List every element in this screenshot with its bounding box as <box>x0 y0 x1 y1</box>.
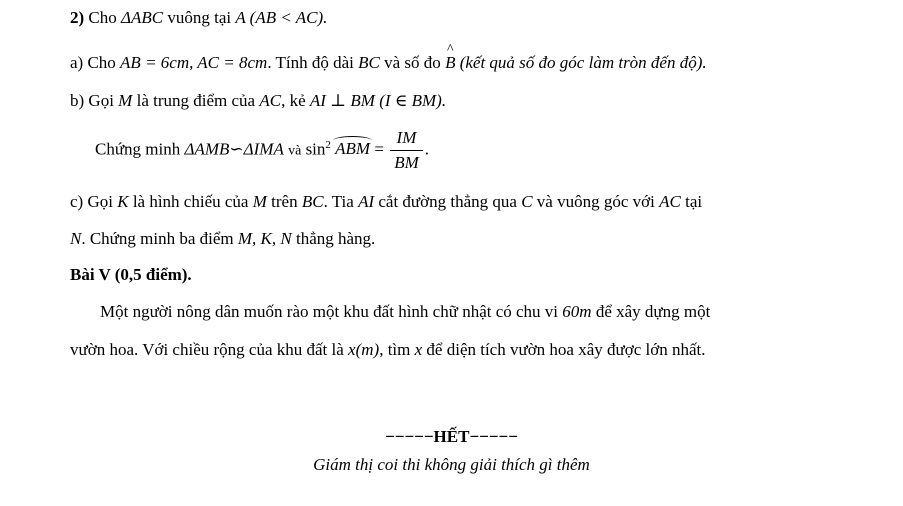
angle-abm: ABM <box>335 139 371 159</box>
rounding-note: (kết quả số đo góc làm tròn đến độ). <box>459 53 707 72</box>
bai5-line1 <box>100 302 710 322</box>
ray-ai: AI <box>358 192 375 211</box>
part-c-text6: tại <box>685 192 703 211</box>
part-b-line2 <box>95 128 429 173</box>
part-b-end: . <box>424 139 429 159</box>
part-a-given: AB = 6cm, AC = 8cm <box>120 53 268 72</box>
intro-text-2: vuông tại <box>167 8 232 27</box>
prove-label: Chứng minh <box>95 139 181 159</box>
perpendicular-condition: AI ⊥ BM (I ∈ BM). <box>309 91 447 110</box>
part-c-text2: trên <box>271 192 298 211</box>
intro-text: Cho <box>88 8 117 27</box>
part-c-line2 <box>70 229 375 249</box>
problem2-intro <box>70 8 327 28</box>
fraction-denominator: BM <box>394 153 419 172</box>
problem-number: 2) <box>70 8 85 27</box>
segment-bc-c: BC <box>301 192 324 211</box>
part-a <box>70 53 707 73</box>
point-c: C <box>521 192 533 211</box>
perimeter-value: 60m <box>562 302 592 321</box>
triangle-abc: ΔABC <box>121 8 164 27</box>
bai5-title: Bài V (0,5 điểm). <box>70 265 192 284</box>
bai5-line2 <box>70 340 706 360</box>
part-a-text1: . Tính độ dài <box>267 53 354 72</box>
part-c-text1: là hình chiếu của <box>132 192 249 211</box>
part-b-text1: là trung điểm của <box>136 91 256 110</box>
right-angle-condition: A (AB < AC). <box>235 8 328 27</box>
similar-triangles: ΔAMB∽ΔIMA <box>184 139 284 159</box>
part-c-label: c) Gọi <box>70 192 113 211</box>
point-n: N <box>70 229 82 248</box>
part-c-text5: và vuông góc với <box>536 192 655 211</box>
part-b-line1 <box>70 91 446 111</box>
part-a-label: a) Cho <box>70 53 116 72</box>
part-c-text3: . Tia <box>323 192 354 211</box>
segment-ac-c: AC <box>659 192 681 211</box>
sin-power: 2 <box>325 138 331 151</box>
proctor-note: Giám thị coi thi không giải thích gì thêm <box>313 455 590 474</box>
width-variable: x(m) <box>348 340 380 359</box>
bai5-text3: vườn hoa. Với chiều rộng của khu đất là <box>70 340 344 359</box>
point-m: M <box>118 91 133 110</box>
bai5-text1: Một người nông dân muốn rào một khu đất hình chữ nhật có chu vi <box>100 302 559 321</box>
part-b-text2: , kẻ <box>281 91 306 110</box>
equals-sign: = <box>374 139 384 159</box>
segment-bc: BC <box>358 53 380 72</box>
fraction-im-bm <box>390 128 423 173</box>
fraction-numerator: IM <box>390 128 423 151</box>
part-c-line2-text: . Chứng minh ba điểm <box>81 229 234 248</box>
end-marker: −−−−−HẾT−−−−− <box>385 427 518 446</box>
part-a-text2: và số đo <box>384 53 441 72</box>
part-c-line2-end: thẳng hàng. <box>295 229 376 248</box>
point-k: K <box>117 192 129 211</box>
points-mkn: M, K, N <box>237 229 292 248</box>
bai5-text5: để diện tích vườn hoa xây được lớn nhất. <box>426 340 706 359</box>
part-c-line1 <box>70 192 702 212</box>
and-text: và <box>288 143 302 159</box>
sin-func: sin <box>305 139 326 159</box>
segment-ac: AC <box>259 91 282 110</box>
angle-b: ^ B <box>445 53 455 73</box>
bai5-text4: , tìm <box>379 340 411 359</box>
point-m-c: M <box>252 192 267 211</box>
part-b-label: b) Gọi <box>70 91 114 110</box>
variable-x: x <box>414 340 423 359</box>
part-c-text4: cắt đường thẳng qua <box>378 192 517 211</box>
bai5-text2: để xây dựng một <box>595 302 711 321</box>
